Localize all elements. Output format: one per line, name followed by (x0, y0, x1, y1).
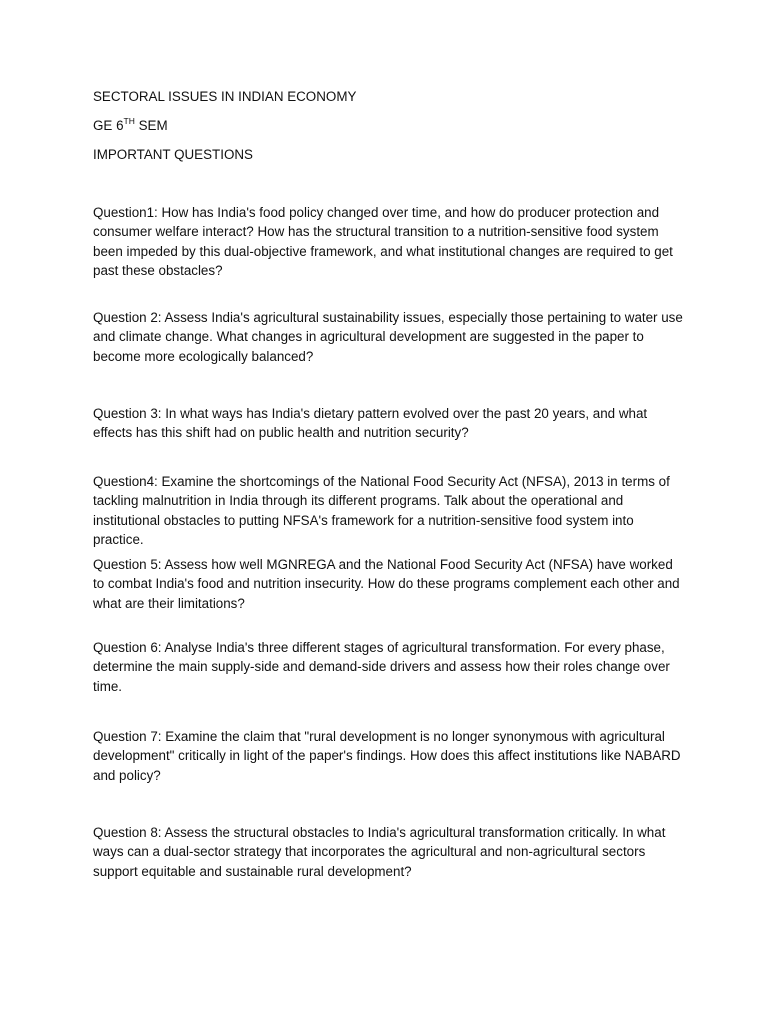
question-5: Question 5: Assess how well MGNREGA and the National Food Security Act (NFSA) have worked to combat India's food and nutrition insecurity. How do these programs complement each other and what are their limitations? (93, 557, 680, 611)
document-title: SECTORAL ISSUES IN INDIAN ECONOMY (93, 89, 357, 104)
question-8: Question 8: Assess the structural obstacles to India's agricultural transformation critically. In what ways can a dual-sector strategy that incorporates the agricultural and non-agricultural sectors support equitable and sustainable rural development? (93, 825, 666, 879)
question-2: Question 2: Assess India's agricultural sustainability issues, especially those pertaining to water use and climate change. What changes in agricultural development are suggested in the paper to become more ecologically balanced? (93, 310, 683, 364)
question-6: Question 6: Analyse India's three different stages of agricultural transformation. For every phase, determine the main supply-side and demand-side drivers and assess how their roles change over time. (93, 640, 670, 694)
semester-superscript: TH (123, 116, 135, 126)
semester-suffix: SEM (134, 118, 168, 133)
semester-prefix: GE 6 (93, 118, 124, 133)
question-4: Question4: Examine the shortcomings of the National Food Security Act (NFSA), 2013 in terms of tackling malnutrition in India through its different programs. Talk about the operational and institutional obstacles to putting NFSA's framework for a nutrition-sensitive food system into practice. (93, 474, 670, 548)
semester-label (93, 116, 168, 135)
question-3: Question 3: In what ways has India's dietary pattern evolved over the past 20 years, and what effects has this shift had on public health and nutrition security? (93, 406, 648, 441)
question-1: Question1: How has India's food policy changed over time, and how do producer protection and consumer welfare interact? How has the structural transition to a nutrition-sensitive food system been impeded by this dual-objective framework, and what institutional changes are required to get past these obstacles? (93, 205, 673, 279)
document-subtitle: IMPORTANT QUESTIONS (93, 147, 253, 162)
question-7: Question 7: Examine the claim that "rural development is no longer synonymous with agricultural development" critically in light of the paper's findings. How does this affect institutions like NABARD and policy? (93, 729, 681, 783)
